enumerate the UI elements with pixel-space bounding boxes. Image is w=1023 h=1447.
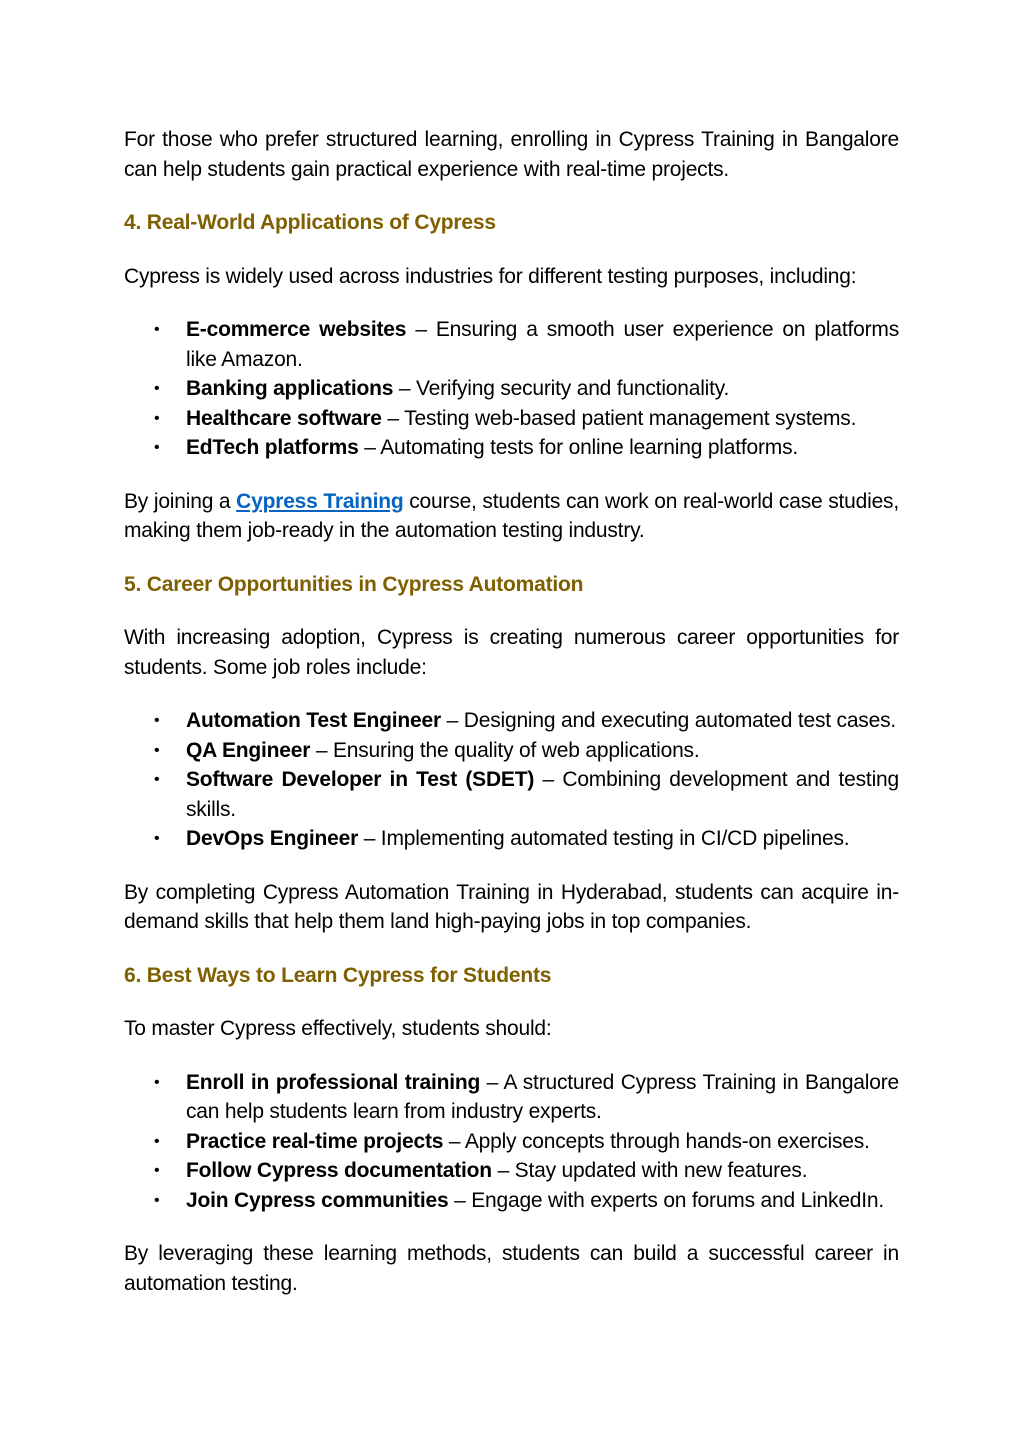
list-item <box>124 404 899 434</box>
section-5-outro: By completing Cypress Automation Training in Hyderabad, students can acquire in-demand skills that help them land high-paying jobs in top companies. <box>124 880 899 933</box>
cypress-training-link[interactable]: Cypress Training <box>236 489 404 513</box>
section-5-intro: With increasing adoption, Cypress is creating numerous career opportunities for students. Some job roles include: <box>124 626 899 679</box>
list-item-term: Join Cypress communities <box>186 1188 449 1212</box>
bullet-icon: • <box>154 1162 160 1179</box>
document-page <box>124 125 899 1322</box>
list-item-term: DevOps Engineer <box>186 827 359 850</box>
list-item <box>124 736 899 766</box>
list-item-term: QA Engineer <box>186 738 311 762</box>
list-item <box>124 706 899 736</box>
section-6-outro: By leveraging these learning methods, students can build a successful career in automation testing. <box>124 1242 899 1295</box>
bullet-icon: • <box>154 830 160 847</box>
section-5-list <box>124 706 899 854</box>
bullet-icon: • <box>154 1191 160 1209</box>
list-item-desc: – Designing and executing automated test cases. <box>441 709 897 732</box>
list-item <box>124 1127 899 1157</box>
list-item <box>124 824 899 854</box>
list-item-term: Practice real-time projects <box>186 1129 444 1153</box>
list-item <box>124 433 899 463</box>
list-item-desc: – Engage with experts on forums and LinkedIn. <box>448 1188 885 1212</box>
section-4-heading: 4. Real-World Applications of Cypress <box>124 211 496 234</box>
list-item-term: Banking applications <box>186 377 394 400</box>
list-item-term: Enroll in professional training <box>186 1070 481 1094</box>
list-item-term: Follow Cypress documentation <box>186 1159 492 1182</box>
bullet-icon: • <box>154 439 160 456</box>
list-item-term: Healthcare software <box>186 406 382 430</box>
list-item <box>124 1186 899 1216</box>
list-item-term: Software Developer in Test (SDET) <box>186 768 535 791</box>
bullet-icon: • <box>154 1073 160 1091</box>
section-4-list <box>124 315 899 463</box>
section-6-intro: To master Cypress effectively, students should: <box>124 1017 552 1040</box>
list-item-desc: – Testing web-based patient management systems. <box>381 406 857 430</box>
intro-paragraph: For those who prefer structured learning, enrolling in Cypress Training in Bangalore can help students gain practical experience with real-time projects. <box>124 128 899 181</box>
bullet-icon: • <box>154 380 160 397</box>
bullet-icon: • <box>154 712 160 729</box>
section-4-intro: Cypress is widely used across industries for different testing purposes, including: <box>124 264 857 288</box>
list-item <box>124 315 899 374</box>
list-item-desc: – Stay updated with new features. <box>491 1159 808 1182</box>
list-item-desc: – Verifying security and functionality. <box>393 377 730 400</box>
bullet-icon: • <box>154 771 160 788</box>
list-item-desc: – Combining development and testing skills. <box>186 768 899 821</box>
list-item-desc: – A structured Cypress Training in Bangalore can help students learn from industry experts. <box>186 1070 899 1123</box>
section-4-outro <box>124 487 899 546</box>
list-item-term: EdTech platforms <box>186 436 359 459</box>
outro-text-before: By joining a <box>124 489 237 513</box>
outro-text-after: course, students can work on real-world case studies, making them job-ready in the automation testing industry. <box>124 489 899 542</box>
section-5-heading: 5. Career Opportunities in Cypress Automation <box>124 572 584 596</box>
list-item <box>124 1068 899 1127</box>
list-item <box>124 765 899 824</box>
bullet-icon: • <box>154 321 160 338</box>
list-item-desc: – Ensuring a smooth user experience on platforms like Amazon. <box>186 318 899 371</box>
bullet-icon: • <box>154 409 160 427</box>
list-item-desc: – Implementing automated testing in CI/CD pipelines. <box>358 827 850 850</box>
list-item-term: Automation Test Engineer <box>186 709 441 732</box>
section-6-list <box>124 1068 899 1216</box>
list-item <box>124 374 899 404</box>
list-item-desc: – Apply concepts through hands-on exercises. <box>443 1129 870 1153</box>
bullet-icon: • <box>154 741 160 759</box>
bullet-icon: • <box>154 1132 160 1150</box>
list-item-desc: – Ensuring the quality of web applications. <box>310 738 700 762</box>
list-item-term: E-commerce websites <box>186 318 407 341</box>
list-item <box>124 1156 899 1186</box>
section-6-heading: 6. Best Ways to Learn Cypress for Students <box>124 963 552 987</box>
list-item-desc: – Automating tests for online learning platforms. <box>358 436 799 459</box>
